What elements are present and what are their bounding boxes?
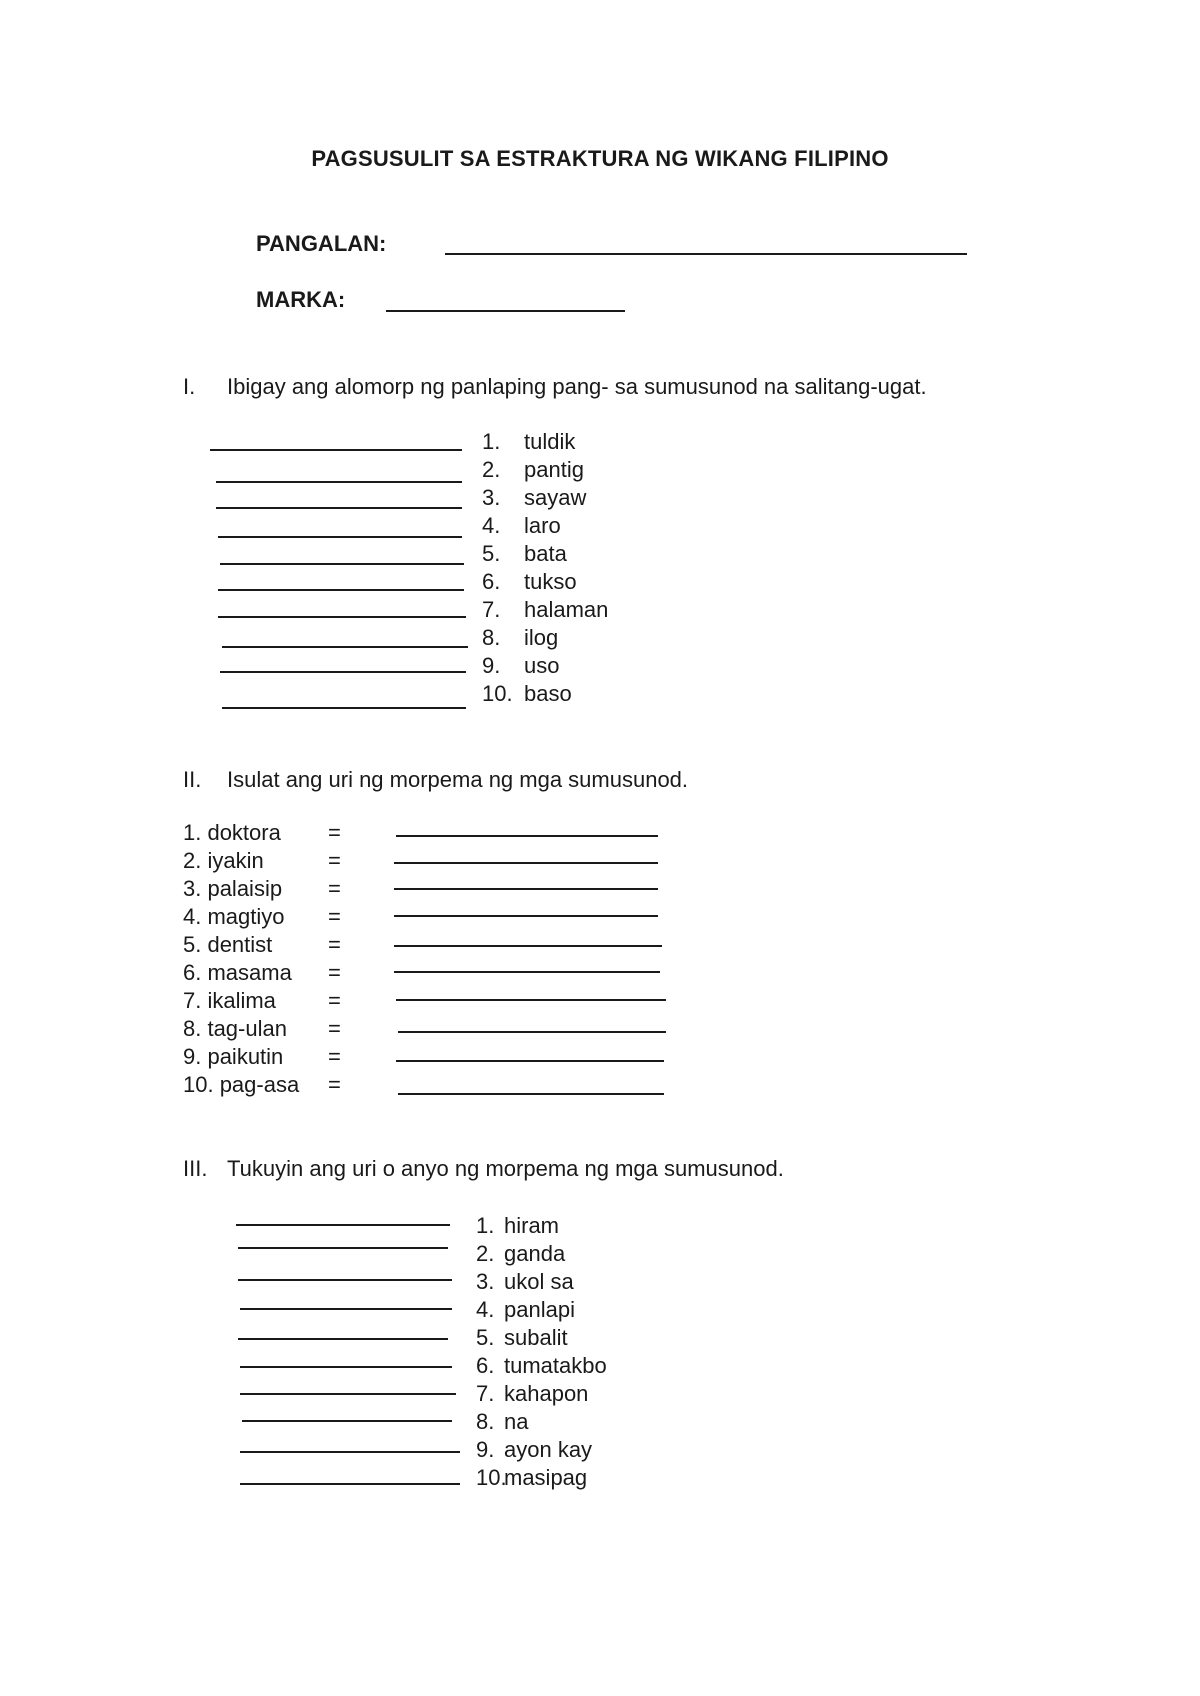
list-item: 5. bata (482, 541, 567, 566)
answer-line[interactable] (240, 1393, 456, 1395)
list-item: 7. halaman (482, 597, 609, 622)
list-item: 10.masipag (476, 1465, 588, 1490)
equals-sign: = (328, 848, 341, 873)
name-answer-line[interactable] (445, 253, 967, 255)
list-item: 9. paikutin (183, 1044, 284, 1069)
list-item: 10. baso (482, 681, 572, 706)
answer-line[interactable] (222, 646, 468, 648)
list-item: 7. ikalima (183, 988, 276, 1013)
equals-sign: = (328, 820, 341, 845)
list-item: 6. tumatakbo (476, 1353, 607, 1378)
list-item: 8. tag-ulan (183, 1016, 287, 1041)
list-item: 6. tukso (482, 569, 577, 594)
answer-line[interactable] (240, 1483, 460, 1485)
answer-line[interactable] (216, 507, 462, 509)
equals-sign: = (328, 1016, 341, 1041)
answer-line[interactable] (398, 1031, 666, 1033)
answer-line[interactable] (216, 481, 462, 483)
answer-line[interactable] (396, 1060, 664, 1062)
list-item: 3. palaisip (183, 876, 283, 901)
score-label: MARKA: (256, 287, 346, 312)
page-title: PAGSUSULIT SA ESTRAKTURA NG WIKANG FILIPINO (311, 146, 889, 171)
list-item: 1. tuldik (482, 429, 576, 454)
section-3-text: Tukuyin ang uri o anyo ng morpema ng mga sumusunod. (227, 1156, 784, 1181)
list-item: 8. ilog (482, 625, 559, 650)
section-1-text: Ibigay ang alomorp ng panlaping pang- sa sumusunod na salitang-ugat. (227, 374, 927, 399)
equals-sign: = (328, 960, 341, 985)
answer-line[interactable] (396, 999, 666, 1001)
answer-line[interactable] (240, 1308, 452, 1310)
list-item: 1. hiram (476, 1213, 560, 1238)
section-1-instruction (183, 374, 927, 400)
answer-line[interactable] (220, 563, 464, 565)
list-item: 4. magtiyo (183, 904, 285, 929)
list-item: 2. iyakin (183, 848, 264, 873)
answer-line[interactable] (238, 1338, 448, 1340)
list-item: 4. panlapi (476, 1297, 575, 1322)
list-item: 7. kahapon (476, 1381, 589, 1406)
list-item: 4. laro (482, 513, 561, 538)
answer-line[interactable] (396, 835, 658, 837)
answer-line[interactable] (236, 1224, 450, 1226)
answer-line[interactable] (240, 1366, 452, 1368)
section-3-instruction (183, 1156, 784, 1182)
answer-line[interactable] (218, 589, 464, 591)
equals-sign: = (328, 1072, 341, 1097)
answer-line[interactable] (238, 1247, 448, 1249)
score-answer-line[interactable] (386, 310, 625, 312)
answer-line[interactable] (394, 888, 658, 890)
answer-line[interactable] (394, 862, 658, 864)
list-item: 3. ukol sa (476, 1269, 574, 1294)
list-item: 1. doktora (183, 820, 281, 845)
answer-line[interactable] (218, 536, 462, 538)
list-item: 3. sayaw (482, 485, 587, 510)
section-1-number: I. (183, 374, 196, 399)
list-item: 10. pag-asa (183, 1072, 300, 1097)
list-item: 5. subalit (476, 1325, 568, 1350)
answer-line[interactable] (210, 449, 462, 451)
list-item: 6. masama (183, 960, 292, 985)
equals-sign: = (328, 988, 341, 1013)
answer-line[interactable] (394, 945, 662, 947)
list-item: 5. dentist (183, 932, 273, 957)
answer-line[interactable] (394, 915, 658, 917)
equals-sign: = (328, 1044, 341, 1069)
equals-sign: = (328, 932, 341, 957)
list-item: 2. ganda (476, 1241, 566, 1266)
section-2-instruction (183, 767, 688, 793)
answer-line[interactable] (240, 1451, 460, 1453)
list-item: 2. pantig (482, 457, 584, 482)
equals-sign: = (328, 904, 341, 929)
answer-line[interactable] (238, 1279, 452, 1281)
list-item: 8. na (476, 1409, 529, 1434)
answer-line[interactable] (222, 707, 466, 709)
list-item: 9. uso (482, 653, 560, 678)
answer-line[interactable] (394, 971, 660, 973)
name-label: PANGALAN: (256, 231, 387, 256)
answer-line[interactable] (398, 1093, 664, 1095)
answer-line[interactable] (242, 1420, 452, 1422)
answer-line[interactable] (218, 616, 466, 618)
section-2-number: II. (183, 767, 202, 792)
section-2-text: Isulat ang uri ng morpema ng mga sumusunod. (227, 767, 689, 792)
section-3-number: III. (183, 1156, 208, 1181)
answer-line[interactable] (220, 671, 466, 673)
equals-sign: = (328, 876, 341, 901)
list-item: 9. ayon kay (476, 1437, 593, 1462)
